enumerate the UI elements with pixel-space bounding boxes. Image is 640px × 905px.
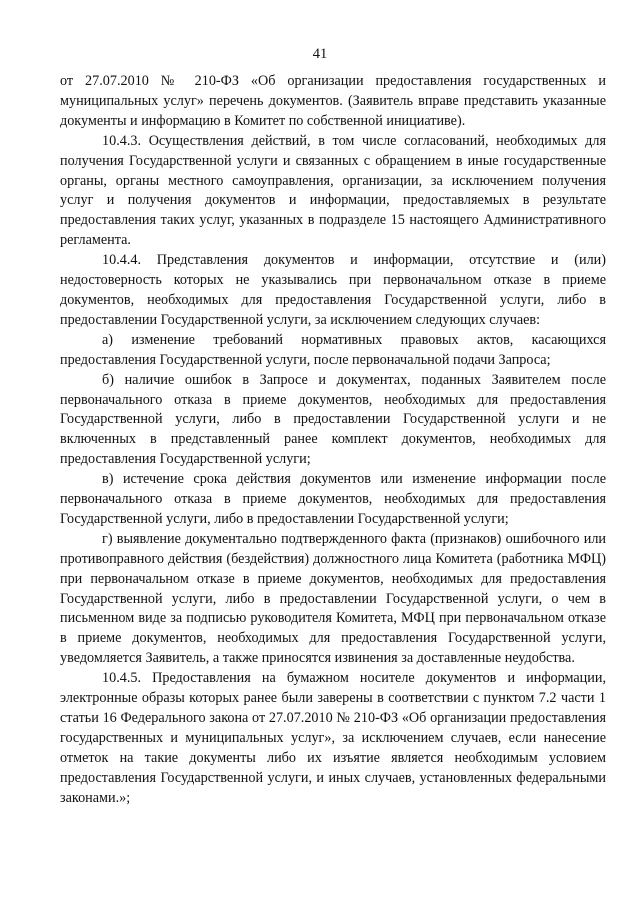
list-item-b: б) наличие ошибок в Запросе и документах, поданных Заявителем после первоначального отказа в приеме документов, необходимых для предоставления Государственной услуги, либо в предоставлении Государственной услуги и не включенных в представленный ранее комплект документов, необходимых для предоставления Государственной услуги; (60, 371, 606, 468)
paragraph-continuation: от 27.07.2010 № 210-ФЗ «Об организации предоставления государственных и муниципальных услуг» перечень документов. (Заявитель вправе представить указанные документы и информацию в Комитет по собственной инициативе). (60, 73, 606, 129)
paragraph-10-4-5: 10.4.5. Предоставления на бумажном носителе документов и информации, электронные образы которых ранее были заверены в соответствии с пунктом 7.2 части 1 статьи 16 Федерального закона от 27.07.2010 № 210-ФЗ «Об организации предоставления государственных и муниципальных услуг», за исключением случаев, если нанесение отметок на такие документы либо их изъятие является необходимым условием предоставления Государственной услуги, и иных случаев, установленных федеральными законами.»; (60, 670, 606, 806)
paragraph-10-4-4: 10.4.4. Представления документов и информации, отсутствие и (или) недостоверность которых не указывались при первоначальном отказе в приеме документов, необходимых для предоставления Государственной услуги, либо в предоставлении Государственной услуги, за исключением следующих случаев: (60, 252, 606, 328)
page-number: 41 (312, 46, 328, 62)
list-item-a: а) изменение требований нормативных правовых актов, касающихся предоставления Государственной услуги, после первоначальной подачи Запроса; (60, 331, 606, 368)
document-body (60, 72, 606, 809)
list-item-g: г) выявление документально подтвержденного факта (признаков) ошибочного или противоправного действия (бездействия) должностного лица Комитета (работника МФЦ) при первоначальном отказе в приеме документов, необходимых для предоставления Государственной услуги, либо в предоставлении Государственной услуги, о чем в письменном виде за подписью руководителя Комитета, МФЦ при первоначальном отказе в приеме документов, необходимых для предоставления Государственной услуги, уведомляется Заявитель, а также приносятся извинения за доставленные неудобства. (60, 530, 606, 667)
list-item-v: в) истечение срока действия документов или изменение информации после первоначального отказа в приеме документов, необходимых для предоставления Государственной услуги, либо в предоставлении Государственной услуги; (60, 471, 606, 527)
paragraph-10-4-3: 10.4.3. Осуществления действий, в том числе согласований, необходимых для получения Государственной услуги и связанных с обращением в иные государственные органы, органы местного самоуправления, организации, за исключением получения услуг и получения документов и информации, предоставляемых в результате предоставления таких услуг, указанных в подразделе 15 настоящего Административного регламента. (60, 132, 606, 249)
